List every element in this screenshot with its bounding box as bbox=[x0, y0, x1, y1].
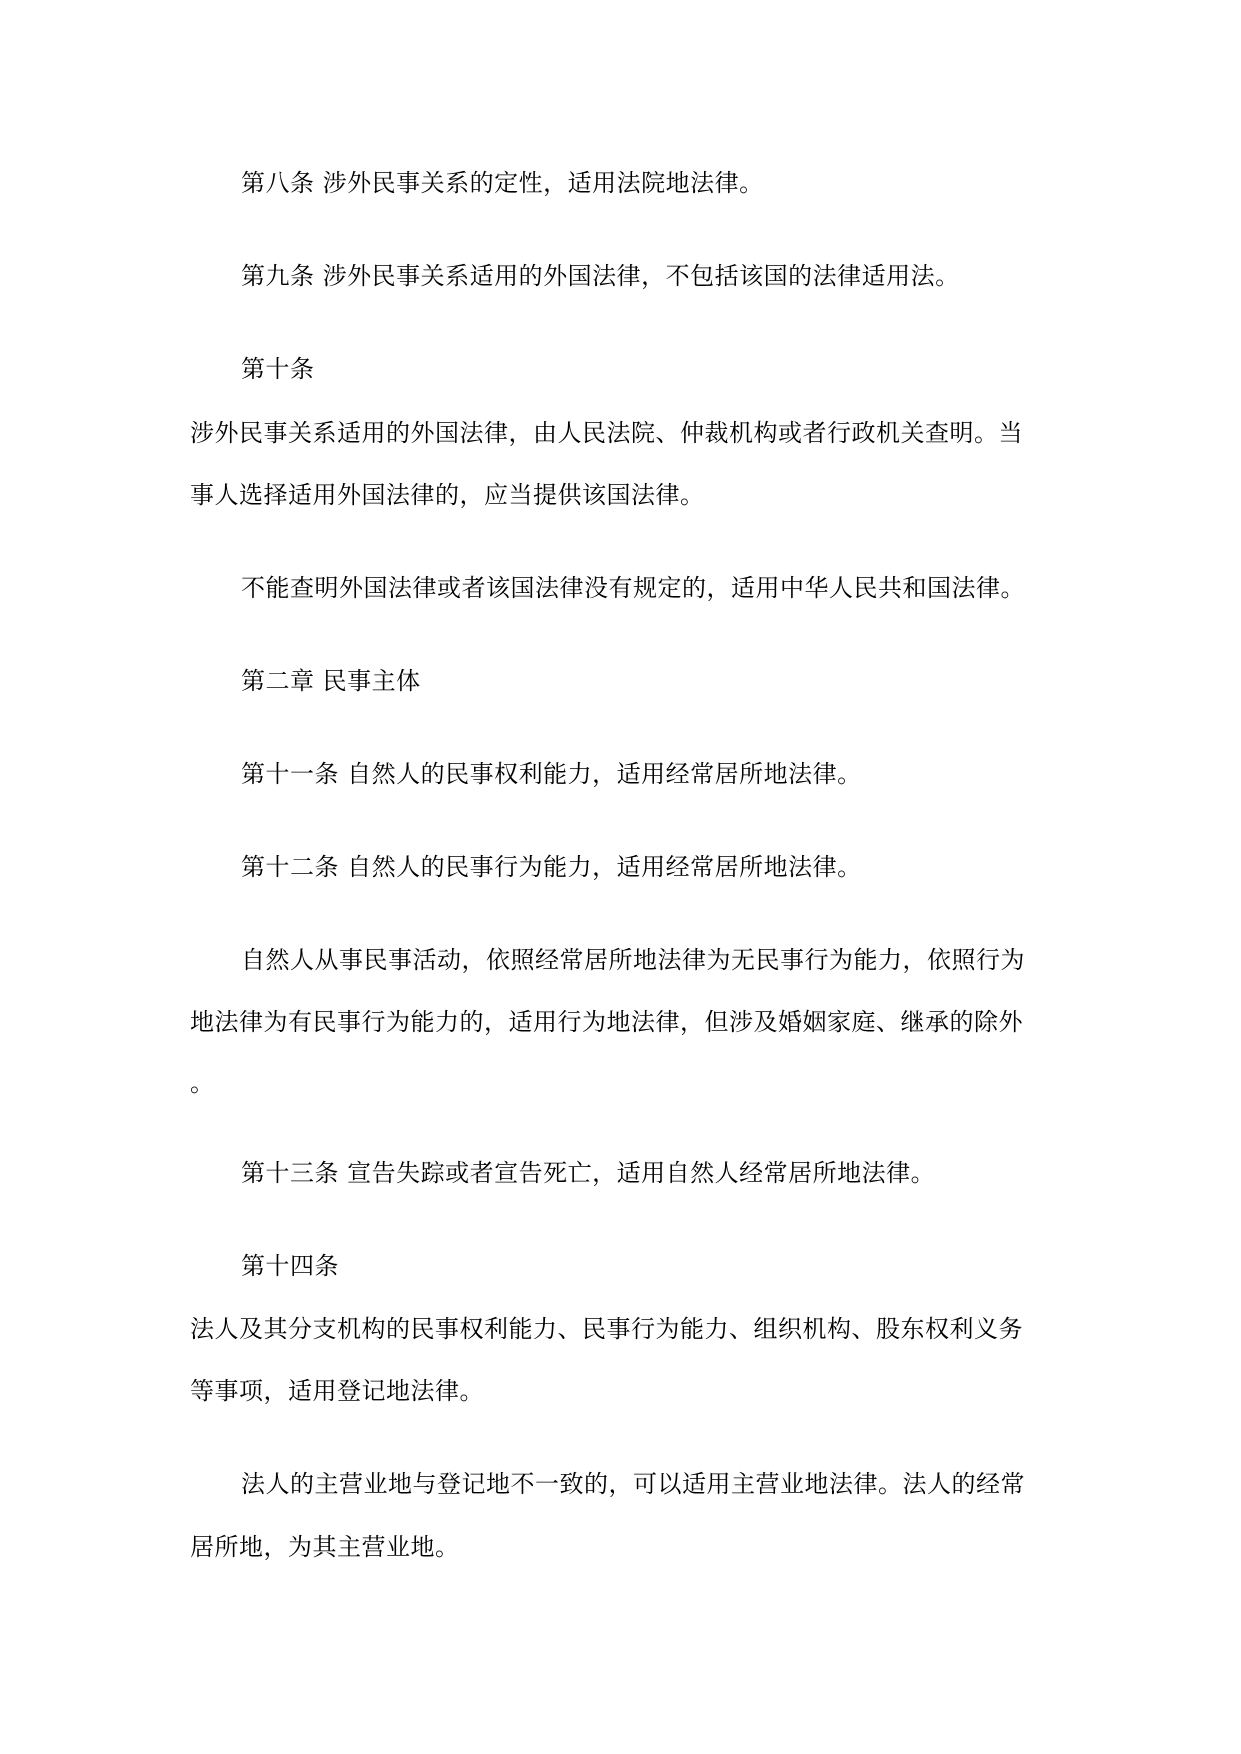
article-10-heading: 第十条 bbox=[241, 355, 315, 383]
article-13: 第十三条 宣告失踪或者宣告死亡，适用自然人经常居所地法律。 bbox=[241, 1159, 936, 1187]
article-14-text-line-2: 等事项，适用登记地法律。 bbox=[190, 1377, 484, 1405]
article-12-paragraph-2-line-3: 。 bbox=[190, 1069, 215, 1097]
article-10-paragraph-2: 不能查明外国法律或者该国法律没有规定的，适用中华人民共和国法律。 bbox=[241, 574, 1025, 602]
article-12-paragraph-2-line-1: 自然人从事民事活动，依照经常居所地法律为无民事行为能力，依照行为 bbox=[241, 946, 1025, 974]
article-11: 第十一条 自然人的民事权利能力，适用经常居所地法律。 bbox=[241, 760, 862, 788]
article-14-text-line-1: 法人及其分支机构的民事权利能力、民事行为能力、组织机构、股东权利义务 bbox=[190, 1315, 1023, 1343]
article-14-paragraph-2-line-1: 法人的主营业地与登记地不一致的，可以适用主营业地法律。法人的经常 bbox=[241, 1470, 1025, 1498]
article-10-text-line-2: 事人选择适用外国法律的，应当提供该国法律。 bbox=[190, 481, 705, 509]
chapter-2-heading: 第二章 民事主体 bbox=[241, 667, 421, 695]
article-8: 第八条 涉外民事关系的定性，适用法院地法律。 bbox=[241, 169, 764, 197]
article-14-paragraph-2-line-2: 居所地，为其主营业地。 bbox=[190, 1533, 460, 1561]
article-12: 第十二条 自然人的民事行为能力，适用经常居所地法律。 bbox=[241, 853, 862, 881]
article-9: 第九条 涉外民事关系适用的外国法律，不包括该国的法律适用法。 bbox=[241, 262, 960, 290]
article-10-text-line-1: 涉外民事关系适用的外国法律，由人民法院、仲裁机构或者行政机关查明。当 bbox=[190, 419, 1023, 447]
article-12-paragraph-2-line-2: 地法律为有民事行为能力的，适用行为地法律，但涉及婚姻家庭、继承的除外 bbox=[190, 1008, 1023, 1036]
article-14-heading: 第十四条 bbox=[241, 1252, 339, 1280]
